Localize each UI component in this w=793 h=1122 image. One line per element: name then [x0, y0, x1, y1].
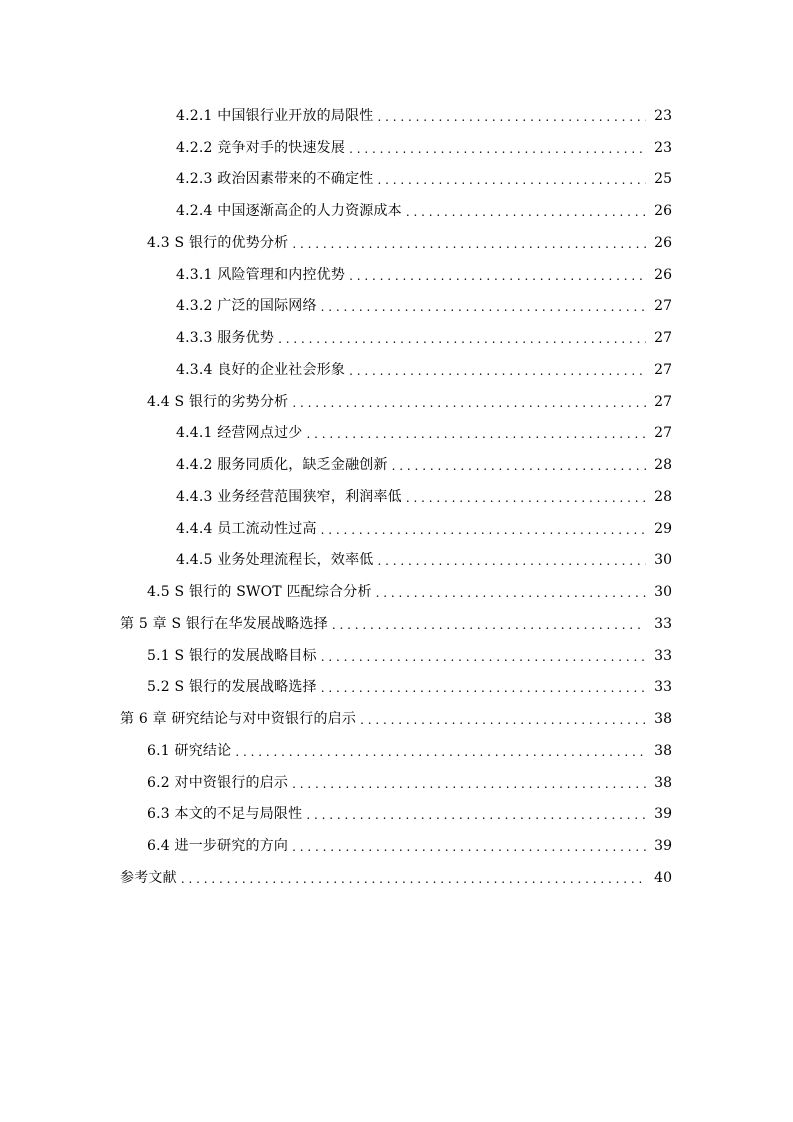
toc-entry[interactable] — [0, 100, 793, 132]
toc-entry-title: 4.4 S 银行的劣势分析 — [147, 393, 289, 410]
toc-entry[interactable] — [0, 449, 793, 481]
toc-entry[interactable] — [0, 291, 793, 323]
toc-entry[interactable] — [0, 799, 793, 831]
toc-entry-page: 26 — [654, 266, 672, 283]
toc-entry-title: 6.3 本文的不足与局限性 — [147, 806, 303, 823]
dot-leader — [235, 746, 646, 758]
toc-entry[interactable] — [0, 322, 793, 354]
dot-leader — [321, 301, 646, 313]
dot-leader — [278, 333, 646, 345]
toc-entry-page: 29 — [654, 520, 672, 537]
toc-entry[interactable] — [0, 735, 793, 767]
toc-entry-page: 26 — [654, 234, 672, 251]
toc-entry-page: 38 — [654, 711, 672, 728]
toc-entry-title: 4.3.2 广泛的国际网络 — [176, 298, 317, 315]
toc-entry-page: 26 — [654, 203, 672, 220]
toc-entry-page: 27 — [654, 298, 672, 315]
toc-entry-title: 6.1 研究结论 — [147, 742, 232, 759]
toc-entry[interactable] — [0, 672, 793, 704]
dot-leader — [349, 365, 646, 377]
dot-leader — [332, 619, 646, 631]
toc-entry[interactable] — [0, 132, 793, 164]
toc-entry-page: 40 — [654, 869, 672, 886]
toc-entry[interactable] — [0, 481, 793, 513]
dot-leader — [321, 651, 646, 663]
toc-entry-page: 27 — [654, 330, 672, 347]
toc-entry[interactable] — [0, 354, 793, 386]
toc-entry-page: 33 — [654, 647, 672, 664]
toc-entry-title: 4.5 S 银行的 SWOT 匹配综合分析 — [147, 584, 372, 601]
toc-entry[interactable] — [0, 640, 793, 672]
dot-leader — [406, 492, 646, 504]
dot-leader — [306, 428, 646, 440]
toc-entry-title: 4.3.1 风险管理和内控优势 — [176, 266, 346, 283]
toc-entry-page: 30 — [654, 584, 672, 601]
toc-entry-page: 27 — [654, 393, 672, 410]
toc-entry-title: 第 6 章 研究结论与对中资银行的启示 — [120, 711, 357, 728]
toc-entry-title: 4.2.2 竞争对手的快速发展 — [176, 139, 346, 156]
toc-entry-title: 第 5 章 S 银行在华发展战略选择 — [120, 615, 328, 632]
toc-entry-title: 6.4 进一步研究的方向 — [147, 838, 289, 855]
toc-entry-title: 6.2 对中资银行的启示 — [147, 774, 289, 791]
dot-leader — [306, 809, 646, 821]
toc-entry-title: 参考文献 — [120, 869, 177, 886]
dot-leader — [321, 682, 646, 694]
toc-entry-title: 4.4.4 员工流动性过高 — [176, 520, 317, 537]
dot-leader — [349, 143, 646, 155]
toc-entry[interactable] — [0, 227, 793, 259]
toc-entry-page: 39 — [654, 838, 672, 855]
toc-entry-page: 33 — [654, 679, 672, 696]
dot-leader — [292, 778, 646, 790]
toc-entry-page: 38 — [654, 774, 672, 791]
toc-entry-page: 33 — [654, 615, 672, 632]
toc-entry[interactable] — [0, 259, 793, 291]
dot-leader — [292, 841, 646, 853]
toc-entry[interactable] — [0, 545, 793, 577]
toc-entry[interactable] — [0, 608, 793, 640]
toc-entry[interactable] — [0, 513, 793, 545]
dot-leader — [377, 111, 646, 123]
dot-leader — [292, 238, 646, 250]
toc-entry-page: 30 — [654, 552, 672, 569]
toc-entry-page: 23 — [654, 139, 672, 156]
table-of-contents — [0, 100, 793, 894]
dot-leader — [406, 206, 646, 218]
toc-entry-page: 27 — [654, 361, 672, 378]
toc-entry-title: 4.3.4 良好的企业社会形象 — [176, 361, 346, 378]
toc-entry-page: 39 — [654, 806, 672, 823]
toc-entry-title: 4.4.5 业务处理流程长，效率低 — [176, 552, 374, 569]
toc-entry-title: 4.2.1 中国银行业开放的局限性 — [176, 107, 374, 124]
dot-leader — [292, 397, 646, 409]
dot-leader — [349, 270, 646, 282]
toc-entry[interactable] — [0, 703, 793, 735]
toc-entry-title: 5.2 S 银行的发展战略选择 — [147, 679, 317, 696]
dot-leader — [377, 555, 646, 567]
dot-leader — [181, 873, 646, 885]
toc-entry[interactable] — [0, 830, 793, 862]
toc-entry[interactable] — [0, 862, 793, 894]
dot-leader — [360, 714, 646, 726]
toc-entry[interactable] — [0, 418, 793, 450]
dot-leader — [376, 587, 646, 599]
toc-entry[interactable] — [0, 386, 793, 418]
toc-entry-title: 4.3.3 服务优势 — [176, 330, 275, 347]
toc-entry-title: 4.4.2 服务同质化，缺乏金融创新 — [176, 457, 388, 474]
toc-entry[interactable] — [0, 164, 793, 196]
dot-leader — [321, 524, 646, 536]
toc-entry-page: 28 — [654, 457, 672, 474]
toc-entry-title: 4.2.3 政治因素带来的不确定性 — [176, 171, 374, 188]
toc-entry-page: 25 — [654, 171, 672, 188]
toc-entry[interactable] — [0, 576, 793, 608]
dot-leader — [392, 460, 646, 472]
dot-leader — [377, 174, 646, 186]
toc-entry-title: 4.2.4 中国逐渐高企的人力资源成本 — [176, 203, 402, 220]
toc-entry-title: 5.1 S 银行的发展战略目标 — [147, 647, 317, 664]
toc-entry[interactable] — [0, 195, 793, 227]
toc-entry[interactable] — [0, 767, 793, 799]
toc-entry-page: 27 — [654, 425, 672, 442]
toc-entry-title: 4.4.1 经营网点过少 — [176, 425, 303, 442]
toc-entry-page: 28 — [654, 488, 672, 505]
toc-entry-title: 4.3 S 银行的优势分析 — [147, 234, 289, 251]
toc-entry-page: 23 — [654, 107, 672, 124]
toc-entry-page: 38 — [654, 742, 672, 759]
toc-entry-title: 4.4.3 业务经营范围狭窄，利润率低 — [176, 488, 402, 505]
